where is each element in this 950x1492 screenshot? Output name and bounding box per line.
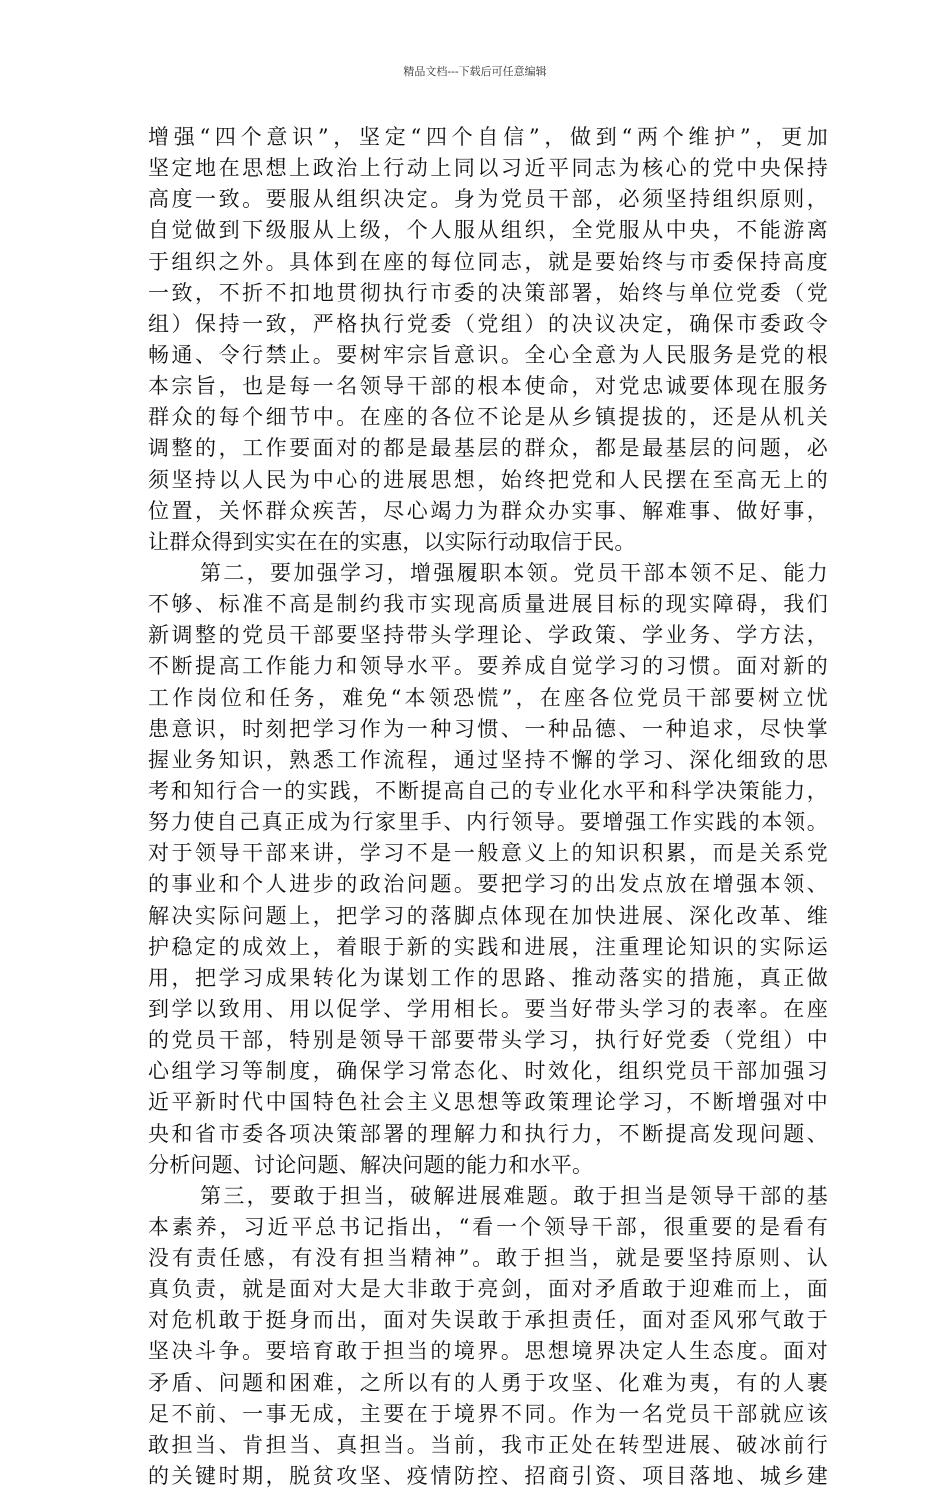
text-line: 的关键时期，脱贫攻坚、疫情防控、招商引资、项目落地、城乡建 bbox=[148, 1464, 828, 1489]
text-line: 没有责任感，有没有担当精神”。敢于担当，就是要坚持原则、认 bbox=[148, 1246, 828, 1271]
text-line: 增强“四个意识”，坚定“四个自信”，做到“两个维护”，更加 bbox=[148, 125, 828, 149]
paragraph-start-line: 第二，要加强学习，增强履职本领。党员干部本领不足、能力 bbox=[200, 560, 828, 585]
text-line: 须坚持以人民为中心的进展思想，始终把党和人民摆在至高无上的 bbox=[148, 467, 828, 492]
text-line: 真负责，就是面对大是大非敢于亮剑，面对矛盾敢于迎难而上，面 bbox=[148, 1277, 828, 1302]
text-line: 坚决斗争。要培育敢于担当的境界。思想境界决定人生态度。面对 bbox=[148, 1339, 828, 1364]
text-line: 解决实际问题上，把学习的落脚点体现在加快进展、深化改革、维 bbox=[148, 903, 828, 928]
text-line: 本素养，习近平总书记指出，“看一个领导干部，很重要的是看有 bbox=[148, 1214, 828, 1239]
paragraph-end-line: 让群众得到实实在在的实惠，以实际行动取信于民。 bbox=[148, 529, 636, 554]
text-line: 位置，关怀群众疾苦，尽心竭力为群众办实事、解难事、做好事， bbox=[148, 498, 828, 523]
text-line: 高度一致。要服从组织决定。身为党员干部，必须坚持组织原则， bbox=[148, 187, 828, 212]
text-line: 足不前、一事无成，主要在于境界不同。作为一名党员干部就应该 bbox=[148, 1401, 828, 1426]
text-line: 对于领导干部来讲，学习不是一般意义上的知识积累，而是关系党 bbox=[148, 841, 828, 866]
text-line: 调整的，工作要面对的都是最基层的群众，都是最基层的问题，必 bbox=[148, 436, 828, 461]
text-line: 一致，不折不扣地贯彻执行市委的决策部署，始终与单位党委（党 bbox=[148, 280, 828, 305]
text-line: 护稳定的成效上，着眼于新的实践和进展，注重理论知识的实际运 bbox=[148, 934, 828, 959]
page-header: 精品文档---下载后可任意编辑 bbox=[403, 65, 547, 78]
text-line: 考和知行合一的实践，不断提高自己的专业化水平和科学决策能力， bbox=[148, 778, 828, 803]
text-line: 不够、标准不高是制约我市实现高质量进展目标的现实障碍，我们 bbox=[148, 592, 828, 617]
text-line: 于组织之外。具体到在座的每位同志，就是要始终与市委保持高度 bbox=[148, 249, 828, 274]
text-line: 的党员干部，特别是领导干部要带头学习，执行好党委（党组）中 bbox=[148, 1028, 828, 1053]
text-line: 到学以致用、用以促学、学用相长。要当好带头学习的表率。在座 bbox=[148, 996, 828, 1021]
document-body bbox=[148, 122, 828, 1492]
text-line: 本宗旨，也是每一名领导干部的根本使命，对党忠诚要体现在服务 bbox=[148, 374, 828, 399]
text-line: 不断提高工作能力和领导水平。要养成自觉学习的习惯。面对新的 bbox=[148, 654, 828, 679]
text-line: 握业务知识，熟悉工作流程，通过坚持不懈的学习、深化细致的思 bbox=[148, 747, 828, 772]
text-line: 畅通、令行禁止。要树牢宗旨意识。全心全意为人民服务是党的根 bbox=[148, 342, 828, 367]
text-line: 患意识，时刻把学习作为一种习惯、一种品德、一种追求，尽快掌 bbox=[148, 716, 828, 741]
paragraph-end-line: 分析问题、讨论问题、解决问题的能力和水平。 bbox=[148, 1152, 594, 1177]
text-line: 组）保持一致，严格执行党委（党组）的决议决定，确保市委政令 bbox=[148, 311, 828, 336]
text-line: 工作岗位和任务，难免“本领恐慌”，在座各位党员干部要树立忧 bbox=[148, 685, 828, 710]
text-line: 新调整的党员干部要坚持带头学理论、学政策、学业务、学方法， bbox=[148, 623, 828, 648]
text-line: 矛盾、问题和困难，之所以有的人勇于攻坚、化难为夷，有的人裹 bbox=[148, 1370, 828, 1395]
text-line: 对危机敢于挺身而出，面对失误敢于承担责任，面对歪风邪气敢于 bbox=[148, 1308, 828, 1333]
text-line: 坚定地在思想上政治上行动上同以习近平同志为核心的党中央保持 bbox=[148, 156, 828, 181]
text-line: 央和省市委各项决策部署的理解力和执行力，不断提高发现问题、 bbox=[148, 1121, 828, 1146]
text-line: 心组学习等制度，确保学习常态化、时效化，组织党员干部加强习 bbox=[148, 1059, 828, 1084]
text-line: 自觉做到下级服从上级，个人服从组织，全党服从中央，不能游离 bbox=[148, 218, 828, 243]
text-line: 群众的每个细节中。在座的各位不论是从乡镇提拔的，还是从机关 bbox=[148, 405, 828, 430]
text-line: 的事业和个人进步的政治问题。要把学习的出发点放在增强本领、 bbox=[148, 872, 828, 897]
paragraph-start-line: 第三，要敢于担当，破解进展难题。敢于担当是领导干部的基 bbox=[200, 1183, 828, 1208]
text-line: 用，把学习成果转化为谋划工作的思路、推动落实的措施，真正做 bbox=[148, 965, 828, 990]
text-line: 努力使自己真正成为行家里手、内行领导。要增强工作实践的本领。 bbox=[148, 810, 828, 835]
text-line: 敢担当、肯担当、真担当。当前，我市正处在转型进展、破冰前行 bbox=[148, 1432, 828, 1457]
text-line: 近平新时代中国特色社会主义思想等政策理论学习，不断增强对中 bbox=[148, 1090, 828, 1115]
